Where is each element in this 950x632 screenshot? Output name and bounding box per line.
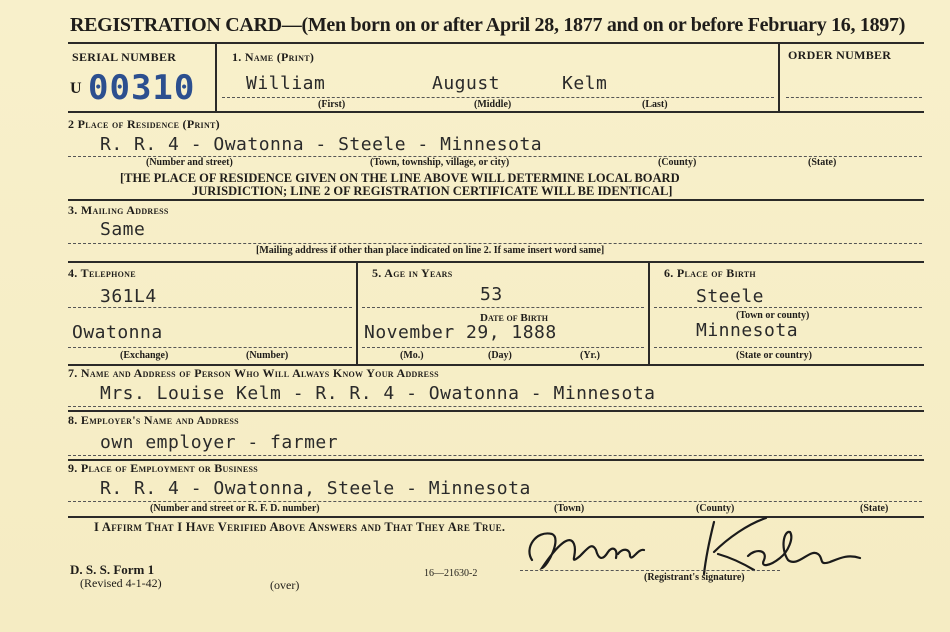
rule-1 [68,111,924,113]
serial-prefix: U [70,80,82,97]
order-line [786,97,922,98]
contact-value: Mrs. Louise Kelm - R. R. 4 - Owatonna - Minnesota [100,383,656,404]
mailing-note: [Mailing address if other than place indicated on line 2. If same insert word same] [256,245,605,256]
residence-street-label: (Number and street) [146,157,233,168]
telephone-line-1 [68,307,352,308]
telephone-label: 4. Telephone [68,266,136,280]
name-middle-label: (Middle) [474,99,512,110]
header-rule [68,42,924,44]
over-note: (over) [270,578,300,592]
age-value: 53 [480,284,503,305]
name-last: Kelm [562,73,608,94]
affirm-statement: I Affirm That I Have Verified Above Answers and That They Are True. [94,520,506,534]
mailing-value: Same [100,219,146,240]
serial-label: SERIAL NUMBER [72,50,177,64]
employment-value: R. R. 4 - Owatonna, Steele - Minnesota [100,478,531,499]
signature-line [520,570,780,571]
employer-label: 8. Employer's Name and Address [68,413,239,427]
employment-label: 9. Place of Employment or Business [68,461,258,475]
dob-label: Date of Birth [480,312,548,324]
name-first-label: (First) [318,99,346,110]
card-title [70,14,905,37]
employment-state-label: (State) [860,503,889,514]
card-title-main: REGISTRATION CARD [70,14,282,36]
name-last-label: (Last) [642,99,668,110]
name-middle: August [432,73,501,94]
dob-day-label: (Day) [488,350,512,361]
employer-value: own employer - farmer [100,432,339,453]
birthplace-town-label: (Town or county) [736,310,810,321]
divider-tel [356,262,358,364]
birthplace-town: Steele [696,286,765,307]
telephone-exchange: Owatonna [72,322,163,343]
birthplace-state: Minnesota [696,320,799,341]
age-line [362,307,644,308]
residence-county-label: (County) [658,157,697,168]
rule-3 [68,261,924,263]
telephone-line-2 [68,347,352,348]
residence-note-1: [THE PLACE OF RESIDENCE GIVEN ON THE LINE ABOVE WILL DETERMINE LOCAL BOARD [120,171,680,185]
dob-year-label: (Yr.) [580,350,600,361]
serial-number: 00310 [88,68,196,108]
mailing-label: 3. Mailing Address [68,203,169,217]
name-first: William [246,73,326,94]
residence-town-label: (Town, township, village, or city) [370,157,510,168]
birthplace-label: 6. Place of Birth [664,266,756,280]
card-title-sub: —(Men born on or after April 28, 1877 and on or before February 16, 1897) [281,14,906,36]
residence-note-2: JURISDICTION; LINE 2 OF REGISTRATION CERTIFICATE WILL BE IDENTICAL] [192,184,673,198]
exchange-label: (Exchange) [120,350,169,361]
divider-order [778,43,780,111]
age-label: 5. Age in Years [372,266,453,280]
divider-age [648,262,650,364]
rule-2 [68,199,924,201]
telephone-number: 361L4 [100,286,157,307]
contact-label: 7. Name and Address of Person Who Will Always Know Your Address [68,366,439,380]
residence-label: 2 Place of Residence (Print) [68,117,220,131]
dob-month-label: (Mo.) [400,350,424,361]
number-label: (Number) [246,350,289,361]
form-revised: (Revised 4-1-42) [80,576,162,590]
contact-line [68,406,922,407]
form-number: D. S. S. Form 1 [70,562,155,577]
order-label: ORDER NUMBER [788,48,892,62]
employment-street-label: (Number and street or R. F. D. number) [150,503,320,514]
dob-value: November 29, 1888 [364,322,557,343]
birthplace-state-label: (State or country) [736,350,812,361]
print-code: 16—21630-2 [424,568,478,579]
divider-serial [215,43,217,111]
dob-line [362,347,644,348]
mailing-line [68,243,922,244]
name-label: 1. Name (Print) [232,50,315,64]
signature-label: (Registrant's signature) [644,572,745,583]
birthplace-line-1 [654,307,922,308]
employment-county-label: (County) [696,503,735,514]
employment-town-label: (Town) [554,503,585,514]
birthplace-line-2 [654,347,922,348]
residence-state-label: (State) [808,157,837,168]
employer-line [68,455,922,456]
employment-line [68,501,922,502]
residence-value: R. R. 4 - Owatonna - Steele - Minnesota [100,134,543,155]
rule-5 [68,410,924,412]
name-line [222,97,774,98]
